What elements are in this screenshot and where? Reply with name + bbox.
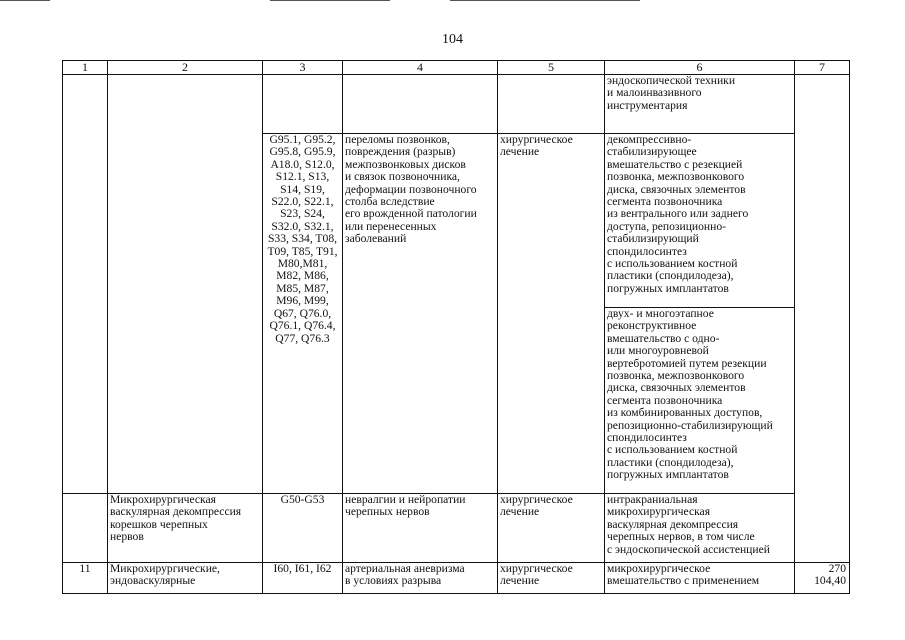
cell-text-line: Q67, Q76.0, <box>273 306 332 320</box>
cell-text-line: вмешательство с одно- <box>607 331 720 345</box>
top-rule-center <box>270 0 390 1</box>
header-col-7: 7 <box>795 61 850 75</box>
cell-text-line: реконструктивное <box>607 319 697 333</box>
cell-text-line: M82, M86, <box>276 269 329 283</box>
cell-text-line: черепных нервов <box>345 505 430 519</box>
cell-text-line: артериальная аневризма <box>345 562 465 575</box>
cell-text-line: S14, S19, <box>280 182 325 196</box>
header-col-2: 2 <box>108 61 263 75</box>
cell-text-line: хирургическое <box>500 562 573 575</box>
icd-codes-cell <box>263 134 343 494</box>
cell-text-line: сегмента позвоночника <box>607 393 723 407</box>
cell-text-line: васкулярная декомпрессия <box>110 505 242 519</box>
cell-text-line: васкулярная декомпрессия <box>607 517 739 531</box>
header-row <box>63 61 850 75</box>
method-cell <box>605 134 795 308</box>
cell-text-line: черепных нервов, в том числе <box>607 530 755 544</box>
cell-text-line: повреждения (разрыв) <box>345 145 456 159</box>
cell-text-line: инструментария <box>607 98 688 112</box>
cell-text-line: погружных имплантатов <box>607 281 729 295</box>
row-number-cell <box>63 75 108 494</box>
cell-text-line: из комбинированных доступов, <box>607 406 763 420</box>
cell-text-line: и малоинвазивного <box>607 86 702 100</box>
cell-text-line: эндоскопической техники <box>607 74 736 87</box>
table-row <box>63 494 850 563</box>
header-col-5: 5 <box>498 61 605 75</box>
cell-text-line: доступа, репозиционно- <box>607 219 726 233</box>
cell-text-line: M80,M81, <box>277 257 328 271</box>
cell-text-line: погружных имплантатов <box>607 468 729 482</box>
cell-text-line: спондилосинтез <box>607 244 687 258</box>
cell-text-line: S23, S24, <box>280 207 325 221</box>
cell-text-line: заболеваний <box>345 232 407 246</box>
table-row <box>63 563 850 594</box>
cell-text-line: микрохирургическая <box>607 505 711 519</box>
header-col-6: 6 <box>605 61 795 75</box>
cell-text-line: стабилизирующее <box>607 145 697 159</box>
cell-text-line: G95.8, G95.9, <box>269 145 336 159</box>
cell-text-line: лечение <box>500 505 540 519</box>
cell-text-line: спондилосинтез <box>607 431 687 445</box>
cell-text-line: диска, связочных элементов <box>607 182 746 196</box>
procedures-table <box>62 60 850 594</box>
method-cell <box>605 563 795 594</box>
cell-text-line: эндоваскулярные <box>110 574 196 588</box>
cost-cell: 270 104,40 <box>795 563 850 594</box>
cell-text-line: Q77, Q76.3 <box>275 331 330 345</box>
cell-text-line: столба вследствие <box>345 195 435 209</box>
cell-text-line: нервов <box>110 530 144 544</box>
method-group-cell <box>108 75 263 494</box>
cell-text-line: M96, M99, <box>276 294 329 308</box>
treatment-type-cell <box>498 494 605 563</box>
cell-text-line: межпозвонковых дисков <box>345 157 466 171</box>
cell-text-line: лечение <box>500 145 540 159</box>
page-number: 104 <box>442 32 463 47</box>
cell-text-line: его врожденной патологии <box>345 207 477 221</box>
cell-text-line: и связок позвоночника, <box>345 170 460 184</box>
cell-text-line: стабилизирующий <box>607 232 699 246</box>
cell-text-line: микрохирургическое <box>607 562 711 575</box>
treatment-type-cell <box>498 75 605 134</box>
cell-text-line: невралгии и нейропатии <box>345 493 466 506</box>
cell-text-line: A18.0, S12.0, <box>270 157 335 171</box>
cell-text-line: с использованием костной <box>607 257 738 271</box>
cell-text-line: вмешательство с резекцией <box>607 157 743 171</box>
patient-model-cell <box>343 563 498 594</box>
header-col-4: 4 <box>343 61 498 75</box>
cell-text-line: S32.0, S32.1, <box>271 219 334 233</box>
cell-text-line: или перенесенных <box>345 219 437 233</box>
cell-text-line: T09, T85, T91, <box>267 244 338 258</box>
cell-text-line: Q76.1, Q76.4, <box>269 319 336 333</box>
cell-text-line: позвонка, межпозвонкового <box>607 369 745 383</box>
cell-text-line: G95.1, G95.2, <box>269 133 336 146</box>
cell-text-line: I60, I61, I62 <box>273 562 332 575</box>
cell-text-line: сегмента позвоночника <box>607 195 723 209</box>
cell-text-line: вертебротомией путем резекции <box>607 356 767 370</box>
row-number-cell <box>63 494 108 563</box>
treatment-type-cell <box>498 134 605 494</box>
cell-text-line: из вентрального или заднего <box>607 207 749 221</box>
cell-text-line: позвонка, межпозвонкового <box>607 170 745 184</box>
cell-text-line: переломы позвонков, <box>345 133 450 146</box>
cost-cell <box>795 75 850 563</box>
cell-text-line: пластики (спондилодеза), <box>607 455 734 469</box>
cell-text-line: G50-G53 <box>280 493 325 506</box>
codes-cell <box>263 75 343 134</box>
cell-text-line: деформации позвоночного <box>345 182 477 196</box>
cell-text-line: корешков черепных <box>110 517 208 531</box>
cell-text-line: Микрохирургические, <box>110 562 220 575</box>
cell-text-line: или многоуровневой <box>607 344 709 358</box>
model-cell <box>343 75 498 134</box>
method-group-cell <box>108 494 263 563</box>
icd-codes-cell <box>263 494 343 563</box>
patient-model-cell <box>343 494 498 563</box>
method-cell <box>605 494 795 563</box>
cell-text-line: S22.0, S22.1, <box>271 195 334 209</box>
cell-text-line: интракраниальная <box>607 493 698 506</box>
cell-text-line: декомпрессивно- <box>607 133 692 146</box>
patient-model-cell <box>343 134 498 494</box>
icd-codes-cell <box>263 563 343 594</box>
method-cell <box>605 75 795 134</box>
method-cell <box>605 308 795 494</box>
header-col-3: 3 <box>263 61 343 75</box>
table-row <box>63 75 850 134</box>
row-number-cell: 11 <box>63 563 108 594</box>
cell-text-line: репозиционно-стабилизирующий <box>607 418 773 432</box>
method-group-cell <box>108 563 263 594</box>
top-rule-left <box>0 0 50 1</box>
cell-text-line: пластики (спондилодеза), <box>607 269 734 283</box>
cell-text-line: вмешательство с применением <box>607 574 760 588</box>
cell-text-line: Микрохирургическая <box>110 493 216 506</box>
top-rule-right <box>450 0 640 1</box>
cell-text-line: в условиях разрыва <box>345 574 442 588</box>
cell-text-line: диска, связочных элементов <box>607 381 746 395</box>
cell-text-line: S33, S34, T08, <box>267 232 338 246</box>
treatment-type-cell <box>498 563 605 594</box>
cell-text-line: хирургическое <box>500 133 573 146</box>
cell-text-line: двух- и многоэтапное <box>607 307 714 320</box>
cell-text-line: S12.1, S13, <box>275 170 330 184</box>
cell-text-line: M85, M87, <box>276 281 329 295</box>
cell-text-line: с эндоскопической ассистенцией <box>607 542 770 556</box>
header-col-1: 1 <box>63 61 108 75</box>
cell-text-line: лечение <box>500 574 540 588</box>
cell-text-line: с использованием костной <box>607 443 738 457</box>
cell-text-line: хирургическое <box>500 493 573 506</box>
